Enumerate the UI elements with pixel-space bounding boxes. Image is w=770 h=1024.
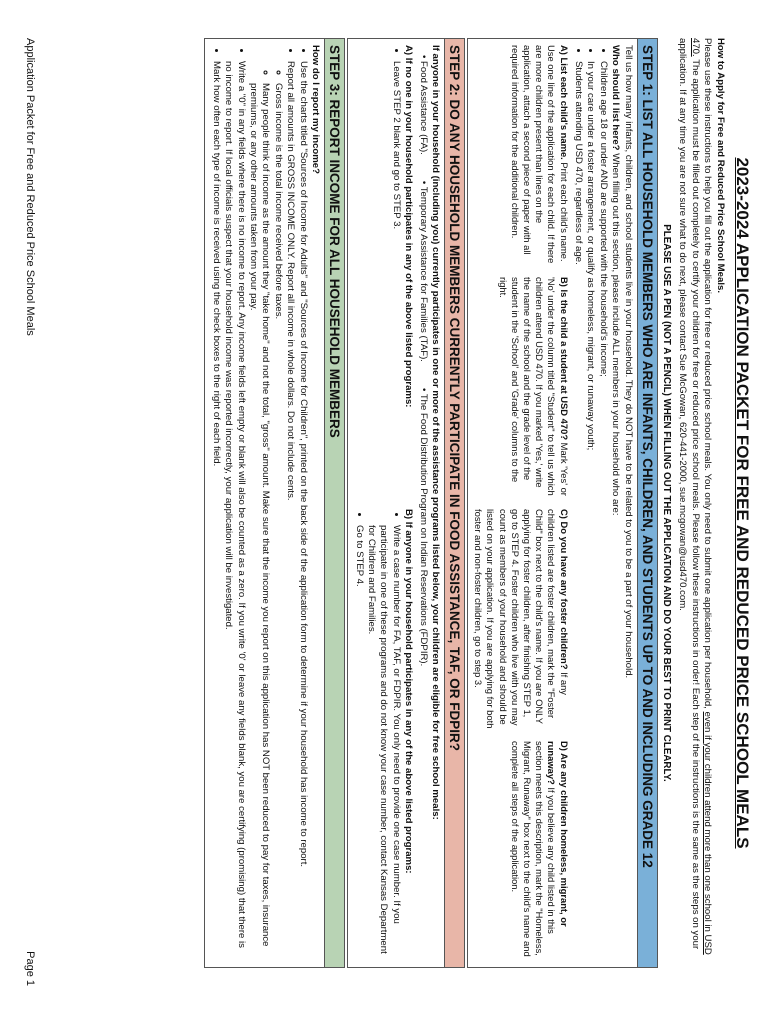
step1-line1: Tell us how many infants, children, and school students live in your household. They do NOT have to be related to you to be a part of your household. <box>622 45 634 679</box>
list-item: • Students attending USD 470, regardless of age. <box>572 61 584 961</box>
intro-paragraph <box>676 38 726 968</box>
list-item: ◦ Many people think of income as the amount they "take home" and not the total, "gross" amount. Make sure that the income you report on this application has NOT been reduced to pay for taxes, insurance premiums, or any other amounts taken from your pay. <box>247 83 272 961</box>
page-footer <box>24 38 36 986</box>
column-d-title: D) Are any children homeless, migrant, or runaway? <box>546 741 570 927</box>
how-to-apply-heading: How to Apply for Free and Reduced Price School Meals. <box>715 38 726 293</box>
column-a-title: A) List each child's name. <box>558 45 570 160</box>
column-b-text: Mark 'Yes' or 'No' under the column titled "Student" to tell us which children attend USD 470. If you marked 'Yes,' write the name of the school and the grade level of the student in the 'School' and 'Grade' columns to the right. <box>497 277 570 496</box>
list-item: • Use the charts titled "Sources of Income for Adults" and "Sources of Income for Children", printed on the back side of the application form to determine if your household has income to report. <box>296 61 308 961</box>
column-c-text: If any children listed are foster children, mark the "Foster Child" box next to the child's name. If you are ONLY applying for foster children, after finishing STEP 1, go to STEP 4. Foster children who live with you may count as members of your household and should be listed on your application. If you are applying for both foster and non-foster children, go to step 3. <box>473 509 570 729</box>
step1-who <box>609 45 621 961</box>
step2-heading: STEP 2: DO ANY HOUSEHOLD MEMBERS CURRENTLY PARTICIPATE IN FOOD ASSISTANCE, TAF, OR FDPIR? <box>444 38 465 968</box>
list-item: • Children age 18 or under AND are supported with the household's income; <box>596 61 608 961</box>
intro-text-2: The application must be filled out completely to certify your children for free or reduced price school meals. Please follow these instructions in order! Each step of the instructions is the same as the steps on your application. If at any time you are not sure what to do next, please contact Sue McGowan, 620-441-2000, sue.mcgowan@usd470.com. <box>677 38 701 950</box>
step1-box <box>467 38 637 968</box>
footer-title: Application Packet for Free and Reduced Price School Meals <box>24 38 36 336</box>
step2-option-b <box>352 509 414 961</box>
list-item <box>247 61 297 961</box>
step3-question <box>309 45 321 961</box>
list-item-text: Report all amounts in GROSS INCOME ONLY. Report all income in whole dollars. Do not include cents. <box>285 61 297 501</box>
step3-heading: STEP 3: REPORT INCOME FOR ALL HOUSEHOLD MEMBERS <box>324 38 345 968</box>
program-label: Food Assistance (FA). <box>417 61 429 155</box>
option-a-bullets <box>389 45 401 497</box>
step1-bullets <box>572 45 609 961</box>
list-item: • In your care under a foster arrangement, or qualify as homeless, migrant, or runaway youth; <box>584 61 596 961</box>
list-item: • Leave STEP 2 blank and go to STEP 3. <box>389 61 401 497</box>
step1-column-c <box>472 509 570 729</box>
option-b-title: B) If anyone in your household participates in any of the above listed programs: <box>403 509 415 874</box>
option-a-title: A) If no one in your household participates in any of the above listed programs: <box>403 45 415 408</box>
step3-box <box>204 38 324 968</box>
program-item: • Temporary Assistance for Families (TAF). <box>417 180 429 362</box>
step1-who-question: Who should I list here? <box>610 45 622 151</box>
list-item: • Write a case number for FA, TAF, or FDPIR. You only need to provide one case number. If you participate in one of these programs and do not know your case number, contact Kansas Department for Children and Families. <box>365 525 402 961</box>
document-title: 2023-2024 APPLICATION PACKET FOR FREE AND REDUCED PRICE SCHOOL MEALS <box>733 157 752 849</box>
step1-column-a <box>472 45 570 265</box>
intro-text-1: Please use these instructions to help you fill out the application for free or reduced price school meals. You only need to submit one application per household, <box>702 38 714 709</box>
step3-bullets <box>209 45 308 961</box>
list-item: • Mark how often each type of income is received using the check boxes to the right of each field. <box>209 61 221 961</box>
option-b-bullets <box>352 509 402 961</box>
list-item: • Go to STEP 4. <box>352 525 364 961</box>
step3-question-text: How do I report my income? <box>310 45 322 174</box>
page-number: Page 1 <box>24 951 36 986</box>
column-b-title: B) Is the child a student at USD 470? <box>558 277 570 441</box>
document-body <box>204 38 752 968</box>
column-d-text: If you believe any child listed in this section meets this description, mark the "Homeless, Migrant, Runaway" box next to the child's name and complete all steps of the application. <box>509 741 558 957</box>
list-item: ◦ Gross income is the total income received before taxes. <box>272 83 284 961</box>
step3-sub-bullets <box>247 61 284 961</box>
step1-column-d <box>472 741 570 961</box>
program-item: • Food Assistance (FA). <box>417 55 429 155</box>
step2-programs <box>416 45 428 961</box>
step1-heading: STEP 1: LIST ALL HOUSEHOLD MEMBERS WHO ARE INFANTS, CHILDREN, AND STUDENTS UP TO AND INCLUDING GRADE 12 <box>637 38 658 968</box>
intro-text-underline: even if your children attend more than one school in USD 470. <box>689 38 714 955</box>
step1-columns <box>472 45 570 961</box>
program-item: • The Food Distribution Program on Indian Reservations (FDPIR). <box>417 387 429 667</box>
step2-intro: If anyone in your household (including you) currently participates in one or more of the assistance programs listed below, your children are eligible for free school meals: <box>429 45 441 820</box>
column-a-text: Print each child's name. Use one line of the application for each child. If there are more children present than lines on the application, attach a second piece of paper with all required information for the additional children. <box>509 45 570 264</box>
step1-column-b <box>472 277 570 497</box>
program-label: The Food Distribution Program on Indian Reservations (FDPIR). <box>417 393 429 667</box>
step2-box <box>347 38 444 968</box>
step2-line1 <box>429 45 441 961</box>
step2-option-a <box>352 45 414 497</box>
pen-notice: PLEASE USE A PEN (NOT A PENCIL) WHEN FILLING OUT THE APPLICATION AND DO YOUR BEST TO PRINT CLEARLY. <box>660 224 672 782</box>
step1-who-text: When filling out this section, please include ALL members in your household who are: <box>610 153 622 516</box>
column-c-title: C) Do you have any foster children? <box>558 509 570 670</box>
step2-options <box>352 45 414 961</box>
list-item: • Write a "0" in any fields where there is no income to report. Any income fields left empty or blank will also be counted as a zero. If you write '0' or leave any fields blank, you are certifying (promising) that there is no income to report. If local officials suspect that your household income was reported incorrectly, your application will be investigated. <box>222 61 247 961</box>
program-label: Temporary Assistance for Families (TAF). <box>417 186 429 362</box>
